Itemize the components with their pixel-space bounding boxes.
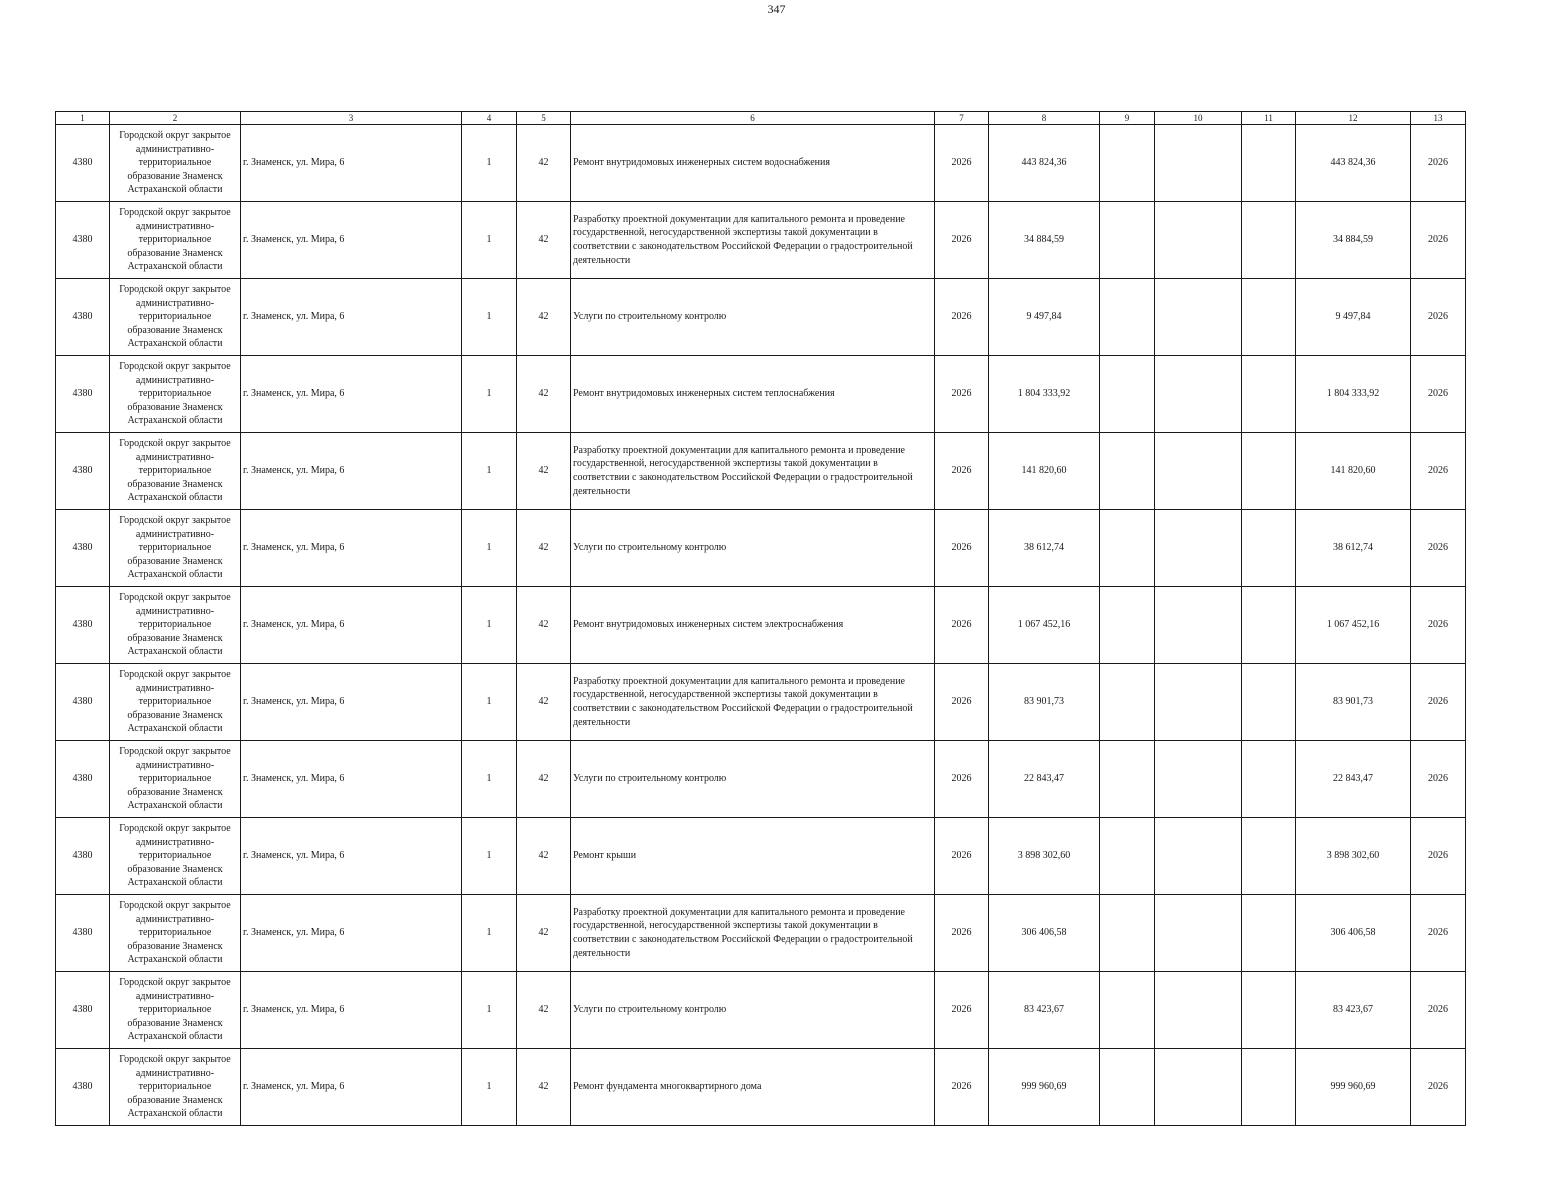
cell-col10: [1155, 664, 1242, 741]
cell-cost: 1 067 452,16: [989, 587, 1100, 664]
cell-col9: [1100, 818, 1155, 895]
cell-address: г. Знаменск, ул. Мира, 6: [241, 202, 462, 279]
cell-number: 4380: [56, 356, 110, 433]
cell-address: г. Знаменск, ул. Мира, 6: [241, 741, 462, 818]
cell-col10: [1155, 741, 1242, 818]
cell-total: 1 067 452,16: [1296, 587, 1411, 664]
cell-col4: 1: [462, 356, 517, 433]
cell-col10: [1155, 972, 1242, 1049]
cell-work-type: Разработку проектной документации для капитального ремонта и проведение государственной, негосударственной экспертизы такой документации в соответствии с законодательством Российской Федерации о градостроительной деятельности: [571, 202, 935, 279]
cell-cost: 34 884,59: [989, 202, 1100, 279]
cell-col9: [1100, 202, 1155, 279]
cell-col4: 1: [462, 895, 517, 972]
header-cell-13: 13: [1411, 112, 1466, 125]
cell-total: 22 843,47: [1296, 741, 1411, 818]
cell-work-type: Услуги по строительному контролю: [571, 741, 935, 818]
cell-year: 2026: [935, 587, 989, 664]
cell-col10: [1155, 818, 1242, 895]
cell-col5: 42: [517, 972, 571, 1049]
table-row: [56, 1049, 1466, 1126]
cell-work-type: Ремонт внутридомовых инженерных систем теплоснабжения: [571, 356, 935, 433]
cell-address: г. Знаменск, ул. Мира, 6: [241, 587, 462, 664]
cell-col11: [1242, 895, 1296, 972]
cell-year: 2026: [935, 202, 989, 279]
header-cell-2: 2: [110, 112, 241, 125]
cell-col9: [1100, 510, 1155, 587]
cell-municipality: Городской округ закрытое административно-территориальное образование Знаменск Астраханской области: [110, 895, 241, 972]
page-number: 347: [767, 2, 786, 16]
header-cell-1: 1: [56, 112, 110, 125]
cell-col5: 42: [517, 818, 571, 895]
cell-col9: [1100, 664, 1155, 741]
cell-col11: [1242, 433, 1296, 510]
cell-year: 2026: [935, 279, 989, 356]
header-cell-12: 12: [1296, 112, 1411, 125]
cell-total: 83 901,73: [1296, 664, 1411, 741]
header-cell-5: 5: [517, 112, 571, 125]
cell-cost: 9 497,84: [989, 279, 1100, 356]
cell-total: 83 423,67: [1296, 972, 1411, 1049]
cell-address: г. Знаменск, ул. Мира, 6: [241, 510, 462, 587]
cell-end-year: 2026: [1411, 202, 1466, 279]
header-cell-10: 10: [1155, 112, 1242, 125]
table-row: [56, 356, 1466, 433]
cell-number: 4380: [56, 587, 110, 664]
cell-end-year: 2026: [1411, 356, 1466, 433]
cell-number: 4380: [56, 1049, 110, 1126]
cell-municipality: Городской округ закрытое административно-территориальное образование Знаменск Астраханской области: [110, 202, 241, 279]
cell-municipality: Городской округ закрытое административно-территориальное образование Знаменск Астраханской области: [110, 356, 241, 433]
cell-col11: [1242, 279, 1296, 356]
header-cell-6: 6: [571, 112, 935, 125]
cell-number: 4380: [56, 433, 110, 510]
cell-col9: [1100, 741, 1155, 818]
cell-municipality: Городской округ закрытое административно-территориальное образование Знаменск Астраханской области: [110, 741, 241, 818]
cell-year: 2026: [935, 510, 989, 587]
cell-work-type: Ремонт крыши: [571, 818, 935, 895]
cell-total: 1 804 333,92: [1296, 356, 1411, 433]
cell-col4: 1: [462, 1049, 517, 1126]
cell-col5: 42: [517, 1049, 571, 1126]
cell-col11: [1242, 741, 1296, 818]
cell-col4: 1: [462, 125, 517, 202]
cell-year: 2026: [935, 741, 989, 818]
cell-cost: 83 423,67: [989, 972, 1100, 1049]
cell-col9: [1100, 125, 1155, 202]
cell-year: 2026: [935, 356, 989, 433]
cell-end-year: 2026: [1411, 818, 1466, 895]
cell-address: г. Знаменск, ул. Мира, 6: [241, 972, 462, 1049]
cell-cost: 141 820,60: [989, 433, 1100, 510]
table-row: [56, 972, 1466, 1049]
cell-end-year: 2026: [1411, 895, 1466, 972]
cell-work-type: Ремонт внутридомовых инженерных систем электроснабжения: [571, 587, 935, 664]
cell-col11: [1242, 510, 1296, 587]
cell-col5: 42: [517, 433, 571, 510]
cell-col4: 1: [462, 972, 517, 1049]
cell-number: 4380: [56, 972, 110, 1049]
header-cell-11: 11: [1242, 112, 1296, 125]
cell-total: 999 960,69: [1296, 1049, 1411, 1126]
table-row: [56, 510, 1466, 587]
header-row: [56, 112, 1466, 125]
cell-work-type: Разработку проектной документации для капитального ремонта и проведение государственной, негосударственной экспертизы такой документации в соответствии с законодательством Российской Федерации о градостроительной деятельности: [571, 664, 935, 741]
cell-col10: [1155, 356, 1242, 433]
cell-end-year: 2026: [1411, 587, 1466, 664]
cell-municipality: Городской округ закрытое административно-территориальное образование Знаменск Астраханской области: [110, 125, 241, 202]
cell-end-year: 2026: [1411, 510, 1466, 587]
cell-address: г. Знаменск, ул. Мира, 6: [241, 818, 462, 895]
cell-work-type: Разработку проектной документации для капитального ремонта и проведение государственной, негосударственной экспертизы такой документации в соответствии с законодательством Российской Федерации о градостроительной деятельности: [571, 433, 935, 510]
cell-year: 2026: [935, 818, 989, 895]
cell-col5: 42: [517, 741, 571, 818]
table-row: [56, 895, 1466, 972]
cell-col11: [1242, 972, 1296, 1049]
cell-address: г. Знаменск, ул. Мира, 6: [241, 664, 462, 741]
cell-total: 38 612,74: [1296, 510, 1411, 587]
cell-address: г. Знаменск, ул. Мира, 6: [241, 1049, 462, 1126]
table-row: [56, 664, 1466, 741]
cell-municipality: Городской округ закрытое административно-территориальное образование Знаменск Астраханской области: [110, 279, 241, 356]
header-cell-3: 3: [241, 112, 462, 125]
cell-col5: 42: [517, 202, 571, 279]
cell-col4: 1: [462, 279, 517, 356]
cell-work-type: Ремонт внутридомовых инженерных систем водоснабжения: [571, 125, 935, 202]
cell-end-year: 2026: [1411, 741, 1466, 818]
cell-municipality: Городской округ закрытое административно-территориальное образование Знаменск Астраханской области: [110, 818, 241, 895]
cell-address: г. Знаменск, ул. Мира, 6: [241, 279, 462, 356]
table-row: [56, 279, 1466, 356]
cell-number: 4380: [56, 818, 110, 895]
table-row: [56, 587, 1466, 664]
cell-work-type: Услуги по строительному контролю: [571, 510, 935, 587]
cell-col5: 42: [517, 587, 571, 664]
table-row: [56, 202, 1466, 279]
cell-cost: 443 824,36: [989, 125, 1100, 202]
cell-number: 4380: [56, 510, 110, 587]
cell-col11: [1242, 664, 1296, 741]
cell-col10: [1155, 433, 1242, 510]
cell-year: 2026: [935, 1049, 989, 1126]
cell-cost: 38 612,74: [989, 510, 1100, 587]
cell-col4: 1: [462, 818, 517, 895]
cell-col10: [1155, 587, 1242, 664]
cell-col4: 1: [462, 664, 517, 741]
cell-col10: [1155, 125, 1242, 202]
cell-address: г. Знаменск, ул. Мира, 6: [241, 125, 462, 202]
table-body: [56, 125, 1466, 1126]
cell-col10: [1155, 279, 1242, 356]
header-cell-9: 9: [1100, 112, 1155, 125]
cell-col9: [1100, 587, 1155, 664]
cell-col9: [1100, 279, 1155, 356]
cell-total: 306 406,58: [1296, 895, 1411, 972]
cell-address: г. Знаменск, ул. Мира, 6: [241, 433, 462, 510]
cell-col4: 1: [462, 433, 517, 510]
cell-total: 34 884,59: [1296, 202, 1411, 279]
cell-end-year: 2026: [1411, 433, 1466, 510]
cell-year: 2026: [935, 664, 989, 741]
cell-total: 9 497,84: [1296, 279, 1411, 356]
cell-col10: [1155, 510, 1242, 587]
cell-col9: [1100, 972, 1155, 1049]
cell-municipality: Городской округ закрытое административно-территориальное образование Знаменск Астраханской области: [110, 510, 241, 587]
data-table: [55, 111, 1466, 1126]
header-cell-7: 7: [935, 112, 989, 125]
cell-col5: 42: [517, 279, 571, 356]
cell-number: 4380: [56, 279, 110, 356]
cell-end-year: 2026: [1411, 279, 1466, 356]
cell-col4: 1: [462, 510, 517, 587]
cell-end-year: 2026: [1411, 125, 1466, 202]
cell-total: 3 898 302,60: [1296, 818, 1411, 895]
cell-work-type: Услуги по строительному контролю: [571, 279, 935, 356]
cell-col10: [1155, 1049, 1242, 1126]
cell-end-year: 2026: [1411, 664, 1466, 741]
cell-col11: [1242, 125, 1296, 202]
cell-municipality: Городской округ закрытое административно-территориальное образование Знаменск Астраханской области: [110, 1049, 241, 1126]
cell-number: 4380: [56, 664, 110, 741]
table-row: [56, 125, 1466, 202]
cell-col9: [1100, 356, 1155, 433]
cell-col11: [1242, 818, 1296, 895]
cell-number: 4380: [56, 741, 110, 818]
cell-work-type: Ремонт фундамента многоквартирного дома: [571, 1049, 935, 1126]
cell-col5: 42: [517, 125, 571, 202]
header-cell-8: 8: [989, 112, 1100, 125]
cell-cost: 999 960,69: [989, 1049, 1100, 1126]
cell-col11: [1242, 202, 1296, 279]
cell-municipality: Городской округ закрытое административно-территориальное образование Знаменск Астраханской области: [110, 664, 241, 741]
cell-municipality: Городской округ закрытое административно-территориальное образование Знаменск Астраханской области: [110, 587, 241, 664]
cell-col9: [1100, 433, 1155, 510]
table-row: [56, 818, 1466, 895]
cell-col4: 1: [462, 202, 517, 279]
table-row: [56, 433, 1466, 510]
cell-end-year: 2026: [1411, 972, 1466, 1049]
header-cell-4: 4: [462, 112, 517, 125]
cell-col10: [1155, 895, 1242, 972]
cell-col5: 42: [517, 356, 571, 433]
cell-year: 2026: [935, 125, 989, 202]
cell-year: 2026: [935, 895, 989, 972]
cell-number: 4380: [56, 202, 110, 279]
cell-col11: [1242, 587, 1296, 664]
cell-cost: 306 406,58: [989, 895, 1100, 972]
cell-col5: 42: [517, 664, 571, 741]
cell-col9: [1100, 1049, 1155, 1126]
cell-cost: 83 901,73: [989, 664, 1100, 741]
cell-cost: 22 843,47: [989, 741, 1100, 818]
cell-total: 141 820,60: [1296, 433, 1411, 510]
cell-work-type: Разработку проектной документации для капитального ремонта и проведение государственной, негосударственной экспертизы такой документации в соответствии с законодательством Российской Федерации о градостроительной деятельности: [571, 895, 935, 972]
table-header: [56, 112, 1466, 125]
cell-number: 4380: [56, 125, 110, 202]
cell-address: г. Знаменск, ул. Мира, 6: [241, 895, 462, 972]
cell-address: г. Знаменск, ул. Мира, 6: [241, 356, 462, 433]
cell-col5: 42: [517, 510, 571, 587]
cell-col4: 1: [462, 741, 517, 818]
cell-number: 4380: [56, 895, 110, 972]
cell-col11: [1242, 356, 1296, 433]
cell-col4: 1: [462, 587, 517, 664]
cell-year: 2026: [935, 433, 989, 510]
cell-col11: [1242, 1049, 1296, 1126]
cell-col9: [1100, 895, 1155, 972]
cell-col5: 42: [517, 895, 571, 972]
cell-cost: 1 804 333,92: [989, 356, 1100, 433]
cell-end-year: 2026: [1411, 1049, 1466, 1126]
cell-year: 2026: [935, 972, 989, 1049]
cell-col10: [1155, 202, 1242, 279]
cell-municipality: Городской округ закрытое административно-территориальное образование Знаменск Астраханской области: [110, 972, 241, 1049]
cell-work-type: Услуги по строительному контролю: [571, 972, 935, 1049]
cell-total: 443 824,36: [1296, 125, 1411, 202]
table-row: [56, 741, 1466, 818]
cell-cost: 3 898 302,60: [989, 818, 1100, 895]
cell-municipality: Городской округ закрытое административно-территориальное образование Знаменск Астраханской области: [110, 433, 241, 510]
